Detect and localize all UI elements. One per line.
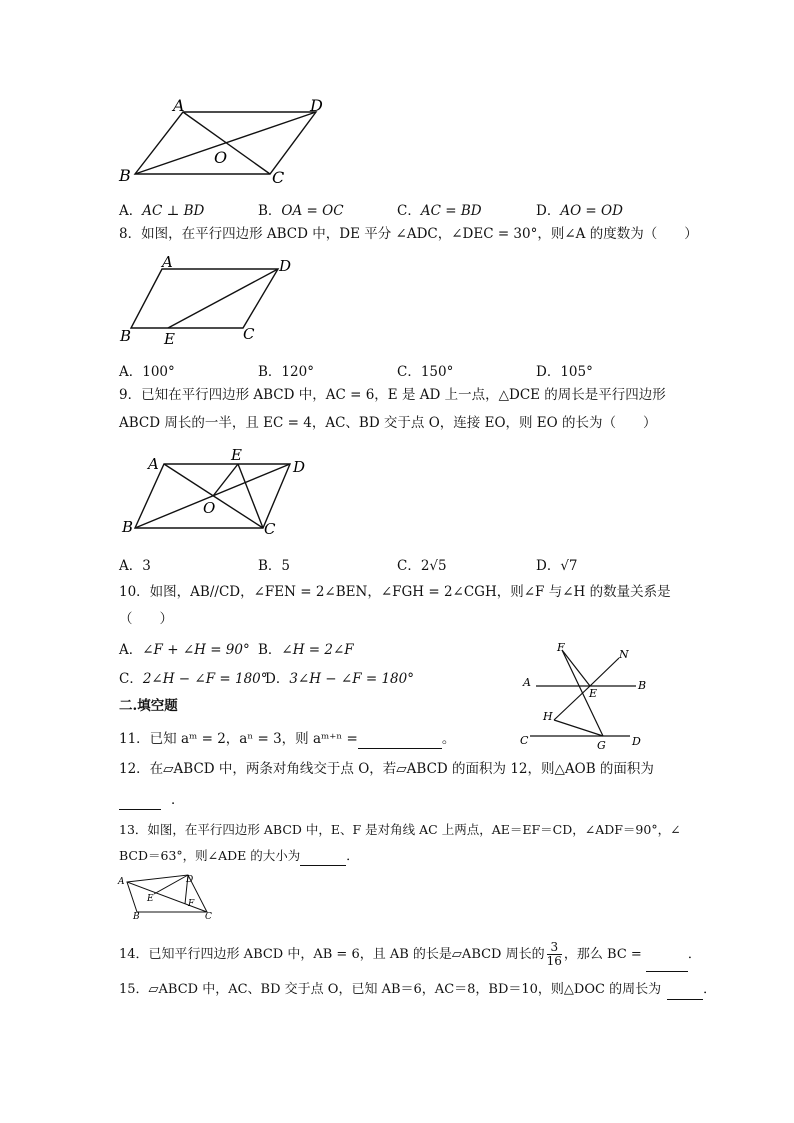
q15-end: ． — [703, 982, 717, 997]
q14-frac-denominator: 16 — [546, 954, 562, 968]
fig10-label-a: A — [523, 676, 531, 689]
q9-option-d: D．√7 — [536, 558, 578, 574]
q9-stem-line2: ABCD 周长的一半，且 EC = 4，AC、BD 交于点 O，连接 EO，则 EO 的长为（ ） — [119, 415, 657, 431]
fig8-label-a: A — [162, 254, 173, 271]
q7-option-c: C．AC = BD — [397, 203, 482, 219]
q9-option-a: A．3 — [119, 558, 151, 574]
parallelogram-figure-q13 — [117, 870, 217, 920]
q11-end: 。 — [441, 731, 456, 747]
fig10-label-b: B — [638, 679, 647, 692]
parallelogram-figure-q9 — [118, 444, 318, 540]
parallel-lines-figure-q10 — [518, 638, 658, 756]
q14-answer-blank[interactable] — [646, 957, 688, 972]
q11-text: 11．已知 aᵐ = 2，aⁿ = 3，则 aᵐ⁺ⁿ = — [119, 731, 358, 747]
fig10-label-n: N — [619, 648, 629, 661]
fig10-label-g: G — [597, 739, 606, 752]
q10-option-b: B．∠H = 2∠F — [258, 642, 354, 658]
q12-line1: 12．在▱ABCD 中，两条对角线交于点 O，若▱ABCD 的面积为 12，则△AOB 的面积为 — [119, 761, 654, 777]
q14-frac-numerator: 3 — [547, 941, 562, 955]
fig8-label-b: B — [120, 327, 132, 345]
fig9-label-a: A — [148, 455, 159, 473]
q15-text: 15．▱ABCD 中，AC、BD 交于点 O，已知 AB＝6，AC＝8，BD＝10，则△DOC 的周长为 — [119, 982, 662, 997]
fig7-label-d: D — [310, 96, 323, 115]
q13-line2 — [119, 846, 359, 866]
q7-option-d: D．AO = OD — [536, 203, 623, 219]
q13-answer-blank[interactable] — [300, 851, 346, 866]
q15 — [119, 980, 716, 1000]
fig13-label-e: E — [147, 894, 154, 904]
fig9-label-c: C — [264, 520, 276, 538]
fig9-label-b: B — [122, 518, 134, 536]
q9-option-c: C．2√5 — [397, 558, 447, 574]
q8-option-c: C．150° — [397, 364, 454, 380]
q14-before: 14．已知平行四边形 ABCD 中，AB = 6，且 AB 的长是▱ABCD 周长的 — [119, 947, 545, 962]
fig9-label-o: O — [203, 499, 216, 517]
parallelogram-figure-q8 — [118, 254, 298, 346]
q7-option-a: A．AC ⊥ BD — [119, 203, 205, 219]
section-title-fill-in: 二.填空题 — [119, 698, 178, 714]
q8-option-b: B．120° — [258, 364, 314, 380]
fig7-label-o: O — [214, 148, 228, 167]
fig8-label-e: E — [164, 330, 175, 346]
fig13-label-b: B — [133, 912, 140, 920]
fig10-label-d: D — [632, 735, 641, 748]
fig8-label-c: C — [243, 325, 255, 343]
q8-option-d: D．105° — [536, 364, 593, 380]
q13-line1: 13．如图，在平行四边形 ABCD 中，E、F 是对角线 AC 上两点，AE＝EF＝CD，∠ADF＝90°，∠ — [119, 822, 681, 837]
q15-answer-blank[interactable] — [667, 985, 703, 1000]
fig8-label-d: D — [279, 257, 292, 275]
q10-stem-line1: 10．如图，AB//CD，∠FEN = 2∠BEN，∠FGH = 2∠CGH，则∠F 与∠H 的数量关系是 — [119, 584, 671, 600]
q12-line2 — [119, 790, 185, 810]
q10-option-d: D．3∠H − ∠F = 180° — [265, 671, 414, 687]
fig13-label-d: D — [186, 875, 194, 885]
fig9-label-e: E — [231, 446, 242, 464]
parallelogram-figure-q7 — [115, 95, 335, 187]
q14-after: ，那么 BC = — [563, 947, 642, 962]
fig10-label-c: C — [520, 734, 529, 747]
fig10-label-f: F — [557, 641, 565, 654]
q12-answer-blank[interactable] — [119, 795, 161, 810]
q7-option-b: B．OA = OC — [258, 203, 344, 219]
q11-answer-blank[interactable] — [358, 734, 442, 749]
q13-end: ． — [346, 848, 359, 863]
fig7-label-b: B — [119, 166, 131, 185]
q14-end: ． — [687, 947, 701, 962]
fig13-label-c: C — [205, 912, 212, 920]
q9-option-b: B．5 — [258, 558, 291, 574]
fig13-label-f: F — [188, 899, 195, 909]
q10-option-c: C．2∠H − ∠F = 180° — [119, 671, 268, 687]
q13-text: BCD＝63°，则∠ADE 的大小为 — [119, 848, 301, 863]
q14-fraction — [547, 941, 562, 968]
q9-stem-line1: 9．已知在平行四边形 ABCD 中，AC = 6，E 是 AD 上一点，△DCE 的周长是平行四边形 — [119, 387, 666, 403]
fig7-label-c: C — [272, 168, 285, 187]
q10-option-a: A．∠F + ∠H = 90° — [119, 642, 250, 658]
q8-stem: 8．如图，在平行四边形 ABCD 中，DE 平分 ∠ADC，∠DEC = 30°，则∠A 的度数为（ ） — [119, 226, 698, 242]
q12-end: ． — [171, 792, 185, 808]
fig9-label-d: D — [293, 458, 306, 476]
q11 — [119, 729, 455, 749]
q14 — [119, 938, 701, 972]
fig13-label-a: A — [118, 877, 125, 887]
q10-stem-line2: （ ） — [119, 611, 173, 627]
fig10-label-e: E — [589, 687, 598, 700]
fig7-label-a: A — [173, 96, 185, 115]
q8-option-a: A．100° — [119, 364, 175, 380]
fig10-label-h: H — [543, 710, 553, 723]
